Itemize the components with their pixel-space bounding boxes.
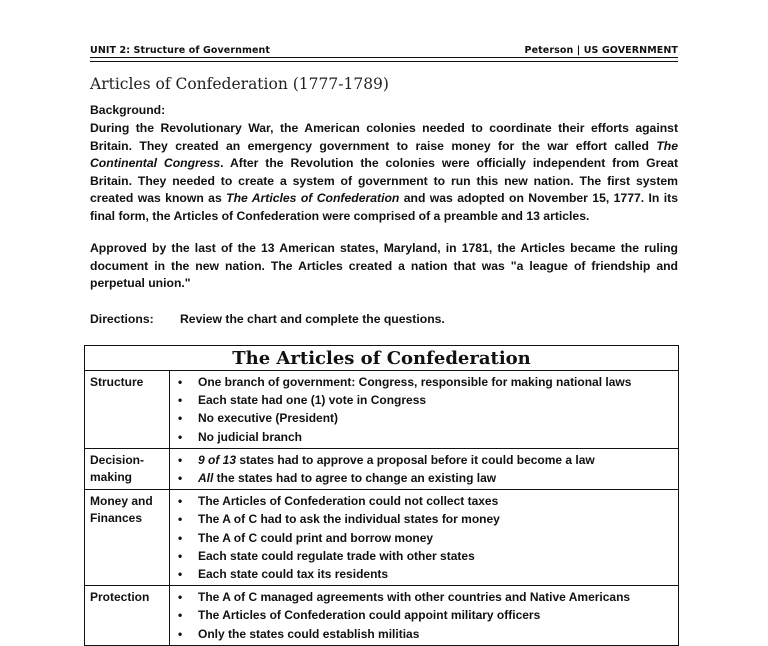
header-rule-thick	[90, 57, 678, 58]
directions-text: Review the chart and complete the questions.	[180, 312, 445, 326]
table-title: The Articles of Confederation	[85, 346, 679, 371]
row-label-money: Money and Finances	[85, 490, 170, 586]
header-unit: UNIT 2: Structure of Government	[90, 45, 271, 56]
bullet-icon: •	[178, 471, 183, 486]
protection-list	[170, 586, 678, 645]
bullet-icon: •	[178, 608, 183, 623]
table-row-money	[85, 490, 679, 586]
list-item: • The A of C could print and borrow money	[170, 529, 678, 547]
list-item: • The A of C managed agreements with other countries and Native Americans	[170, 588, 678, 606]
row-label-decision-making: Decision-making	[85, 448, 170, 489]
list-item: • Each state had one (1) vote in Congress	[170, 391, 678, 409]
page-header	[90, 42, 678, 56]
list-item: • Only the states could establish militias	[170, 625, 678, 643]
bullet-icon: •	[178, 452, 183, 467]
background-paragraph-1	[90, 120, 678, 226]
list-item: • The Articles of Confederation could not collect taxes	[170, 492, 678, 510]
list-item: • 9 of 13 states had to approve a proposal before it could become a law	[170, 451, 678, 469]
directions-label: Directions:	[90, 312, 154, 326]
page-title: Articles of Confederation (1777-1789)	[90, 75, 389, 93]
p1-continental-congress: The Continental Congress	[90, 138, 678, 171]
table-row-structure	[85, 371, 679, 449]
list-item: • Each state could regulate trade with other states	[170, 547, 678, 565]
list-item: • The Articles of Confederation could appoint military officers	[170, 606, 678, 624]
background-label: Background:	[90, 103, 166, 117]
list-item: • No executive (President)	[170, 409, 678, 427]
list-item: • Each state could tax its residents	[170, 565, 678, 583]
list-item: • No judicial branch	[170, 428, 678, 446]
structure-list	[170, 371, 678, 448]
bullet-icon: •	[178, 429, 183, 444]
bullet-icon: •	[178, 590, 183, 605]
bullet-icon: •	[178, 411, 183, 426]
header-author: Peterson | US GOVERNMENT	[524, 45, 678, 56]
p1-text-a: During the Revolutionary War, the American colonies needed to coordinate their efforts against Britain. They created an emergency government to raise money for the war effort called	[90, 121, 678, 153]
bullet-icon: •	[178, 548, 183, 563]
row-label-protection: Protection	[85, 586, 170, 646]
p1-articles-of-confederation: The Articles of Confederation	[226, 191, 400, 206]
table-row-protection	[85, 586, 679, 646]
bullet-icon: •	[178, 530, 183, 545]
row-label-structure: Structure	[85, 371, 170, 449]
directions	[90, 311, 678, 329]
decision-list	[170, 449, 678, 489]
p1-text-c: and was adopted on November 15, 1777. In its final form, the Articles of Confederation were comprised of a preamble and 13 articles.	[90, 191, 678, 223]
bullet-icon: •	[178, 626, 183, 641]
table-row-decision-making	[85, 448, 679, 489]
bullet-icon: •	[178, 512, 183, 527]
list-item: • One branch of government: Congress, responsible for making national laws	[170, 373, 678, 391]
p1-text-b: . After the Revolution the colonies were officially independent from Great Britain. They needed to create a system of government to run this new nation. The first system created was known as	[90, 156, 679, 206]
header-rule-thin	[90, 61, 678, 62]
bullet-icon: •	[178, 375, 183, 389]
list-item: • The A of C had to ask the individual states for money	[170, 510, 678, 528]
money-list	[170, 490, 678, 585]
list-item: • All the states had to agree to change an existing law	[170, 469, 678, 487]
articles-table	[84, 345, 679, 646]
background-paragraph-2: Approved by the last of the 13 American states, Maryland, in 1781, the Articles became the ruling document in the new nation. The Articles created a nation that was "a league of friendship and perpetual union."	[90, 241, 678, 291]
bullet-icon: •	[178, 393, 183, 408]
bullet-icon: •	[178, 567, 183, 582]
bullet-icon: •	[178, 494, 183, 509]
